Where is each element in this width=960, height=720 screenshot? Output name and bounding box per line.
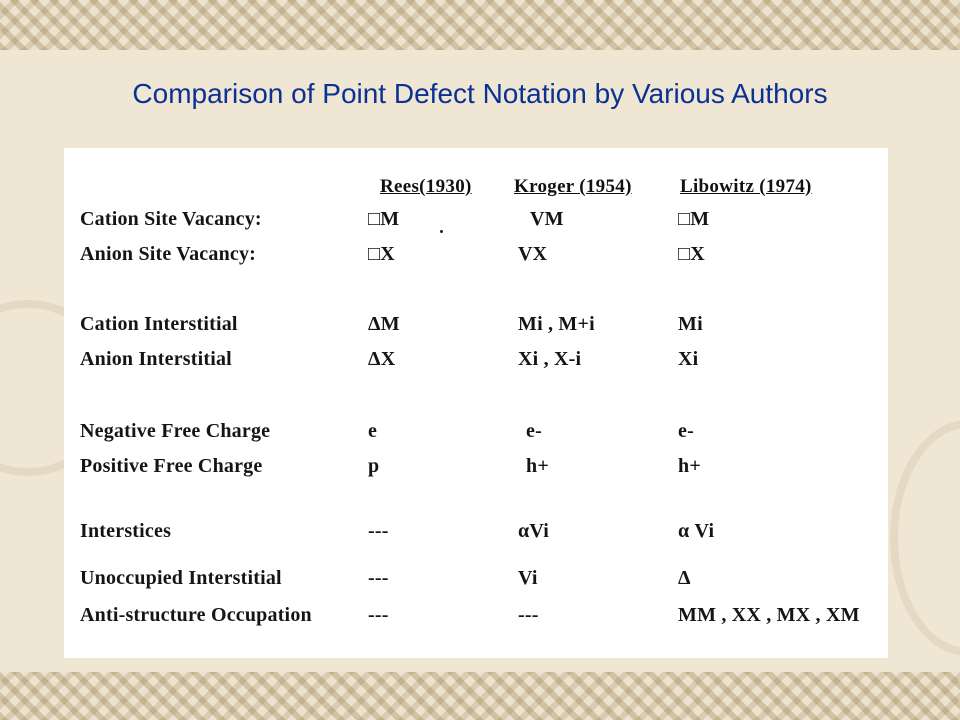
rees-notation: --- <box>368 604 389 626</box>
libowitz-notation: α Vi <box>678 520 715 542</box>
table-row <box>0 567 960 597</box>
kroger-notation: VM <box>530 208 564 230</box>
libowitz-notation: h+ <box>678 455 701 477</box>
kroger-notation: αVi <box>518 520 550 542</box>
table-row <box>0 520 960 550</box>
rees-notation: --- <box>368 520 389 542</box>
column-header-rees: Rees(1930) <box>380 176 472 197</box>
libowitz-notation: □M <box>678 208 710 230</box>
kroger-notation: Mi , M+i <box>518 313 595 335</box>
kroger-notation: e- <box>526 420 542 442</box>
slide-title: Comparison of Point Defect Notation by Various Authors <box>132 78 828 109</box>
libowitz-notation: e- <box>678 420 694 442</box>
table-row <box>0 604 960 634</box>
libowitz-notation: Δ <box>678 567 691 589</box>
row-label: Cation Site Vacancy: <box>80 208 262 230</box>
kroger-notation: Xi , X-i <box>518 348 582 370</box>
table-row <box>0 455 960 485</box>
column-header-libowitz: Libowitz (1974) <box>680 176 812 197</box>
decorative-bottom-border <box>0 672 960 720</box>
row-label: Unoccupied Interstitial <box>80 567 282 589</box>
libowitz-notation: Mi <box>678 313 703 335</box>
rees-notation: e <box>368 420 378 442</box>
kroger-notation: --- <box>518 604 539 626</box>
libowitz-notation: MM , XX , MX , XM <box>678 604 860 626</box>
kroger-notation: Vi <box>518 567 538 589</box>
column-header-kroger: Kroger (1954) <box>514 176 632 197</box>
table-row <box>0 208 960 238</box>
row-label: Negative Free Charge <box>80 420 271 442</box>
libowitz-notation: □X <box>678 243 705 265</box>
row-label: Positive Free Charge <box>80 455 263 477</box>
row-label: Anion Interstitial <box>80 348 232 370</box>
table-row <box>0 348 960 378</box>
table-row <box>0 243 960 273</box>
rees-notation: ΔX <box>368 348 396 370</box>
rees-notation: □X <box>368 243 395 265</box>
rees-notation: --- <box>368 567 389 589</box>
kroger-notation: h+ <box>526 455 549 477</box>
row-label: Anti-structure Occupation <box>80 604 312 626</box>
kroger-notation: VX <box>518 243 548 265</box>
rees-notation: ΔM <box>368 313 400 335</box>
row-label: Interstices <box>80 520 172 542</box>
table-row <box>0 313 960 343</box>
table-row <box>0 420 960 450</box>
rees-notation: □M <box>368 208 400 230</box>
row-label: Cation Interstitial <box>80 313 238 335</box>
row-label: Anion Site Vacancy: <box>80 243 257 265</box>
decorative-top-border <box>0 0 960 50</box>
rees-notation: p <box>368 455 380 477</box>
libowitz-notation: Xi <box>678 348 699 370</box>
